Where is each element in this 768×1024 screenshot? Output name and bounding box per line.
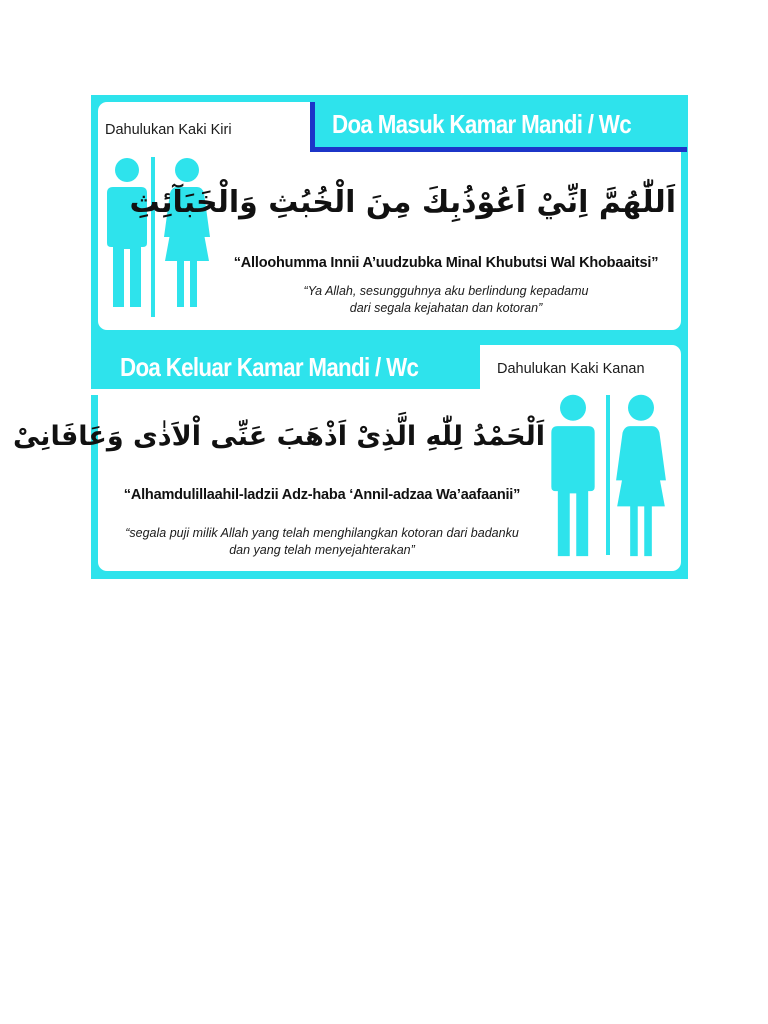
exit-translation-line1: “segala puji milik Allah yang telah menghilangkan kotoran dari badanku — [125, 526, 519, 540]
enter-translation-line1: “Ya Allah, sesungguhnya aku berlindung kepadamu — [303, 284, 589, 298]
man-icon — [103, 157, 151, 309]
exit-foot-hint: Dahulukan Kaki Kanan — [497, 361, 645, 377]
woman-icon — [163, 157, 211, 309]
exit-arabic-prayer: اَلْحَمْدُ لِلّٰهِ الَّذِىْ اَذْهَبَ عَنِّى اْلاَذٰى وَعَافَانِىْ — [12, 421, 545, 452]
enter-translation-line2: dari segala kejahatan dan kotoran” — [349, 301, 543, 315]
enter-title-banner — [310, 102, 687, 152]
enter-transliteration: “Alloohumma Innii A’uudzubka Minal Khubutsi Wal Khobaaitsi” — [233, 255, 659, 271]
enter-translation — [261, 283, 631, 317]
icon-divider — [151, 157, 155, 317]
prayer-poster — [12, 95, 688, 579]
exit-transliteration: “Alhamdulillaahil-ladzii Adz-haba ‘Annil-adzaa Wa’aafaanii” — [123, 487, 521, 503]
exit-title: Doa Keluar Kamar Mandi / Wc — [120, 351, 419, 382]
icon-divider — [606, 395, 610, 555]
enter-arabic-prayer: اَللّٰهُمَّ اِنِّيْ اَعُوْذُبِكَ مِنَ الْخُبُثِ وَالْخَبَآئِثِ — [129, 185, 676, 220]
exit-translation-line2: dan yang telah menyejahterakan” — [229, 543, 415, 557]
exit-title-banner — [91, 345, 480, 395]
exit-translation — [99, 525, 545, 559]
man-icon — [547, 393, 599, 559]
woman-icon — [615, 393, 667, 559]
enter-title: Doa Masuk Kamar Mandi / Wc — [332, 109, 631, 139]
enter-foot-hint: Dahulukan Kaki Kiri — [105, 122, 232, 138]
